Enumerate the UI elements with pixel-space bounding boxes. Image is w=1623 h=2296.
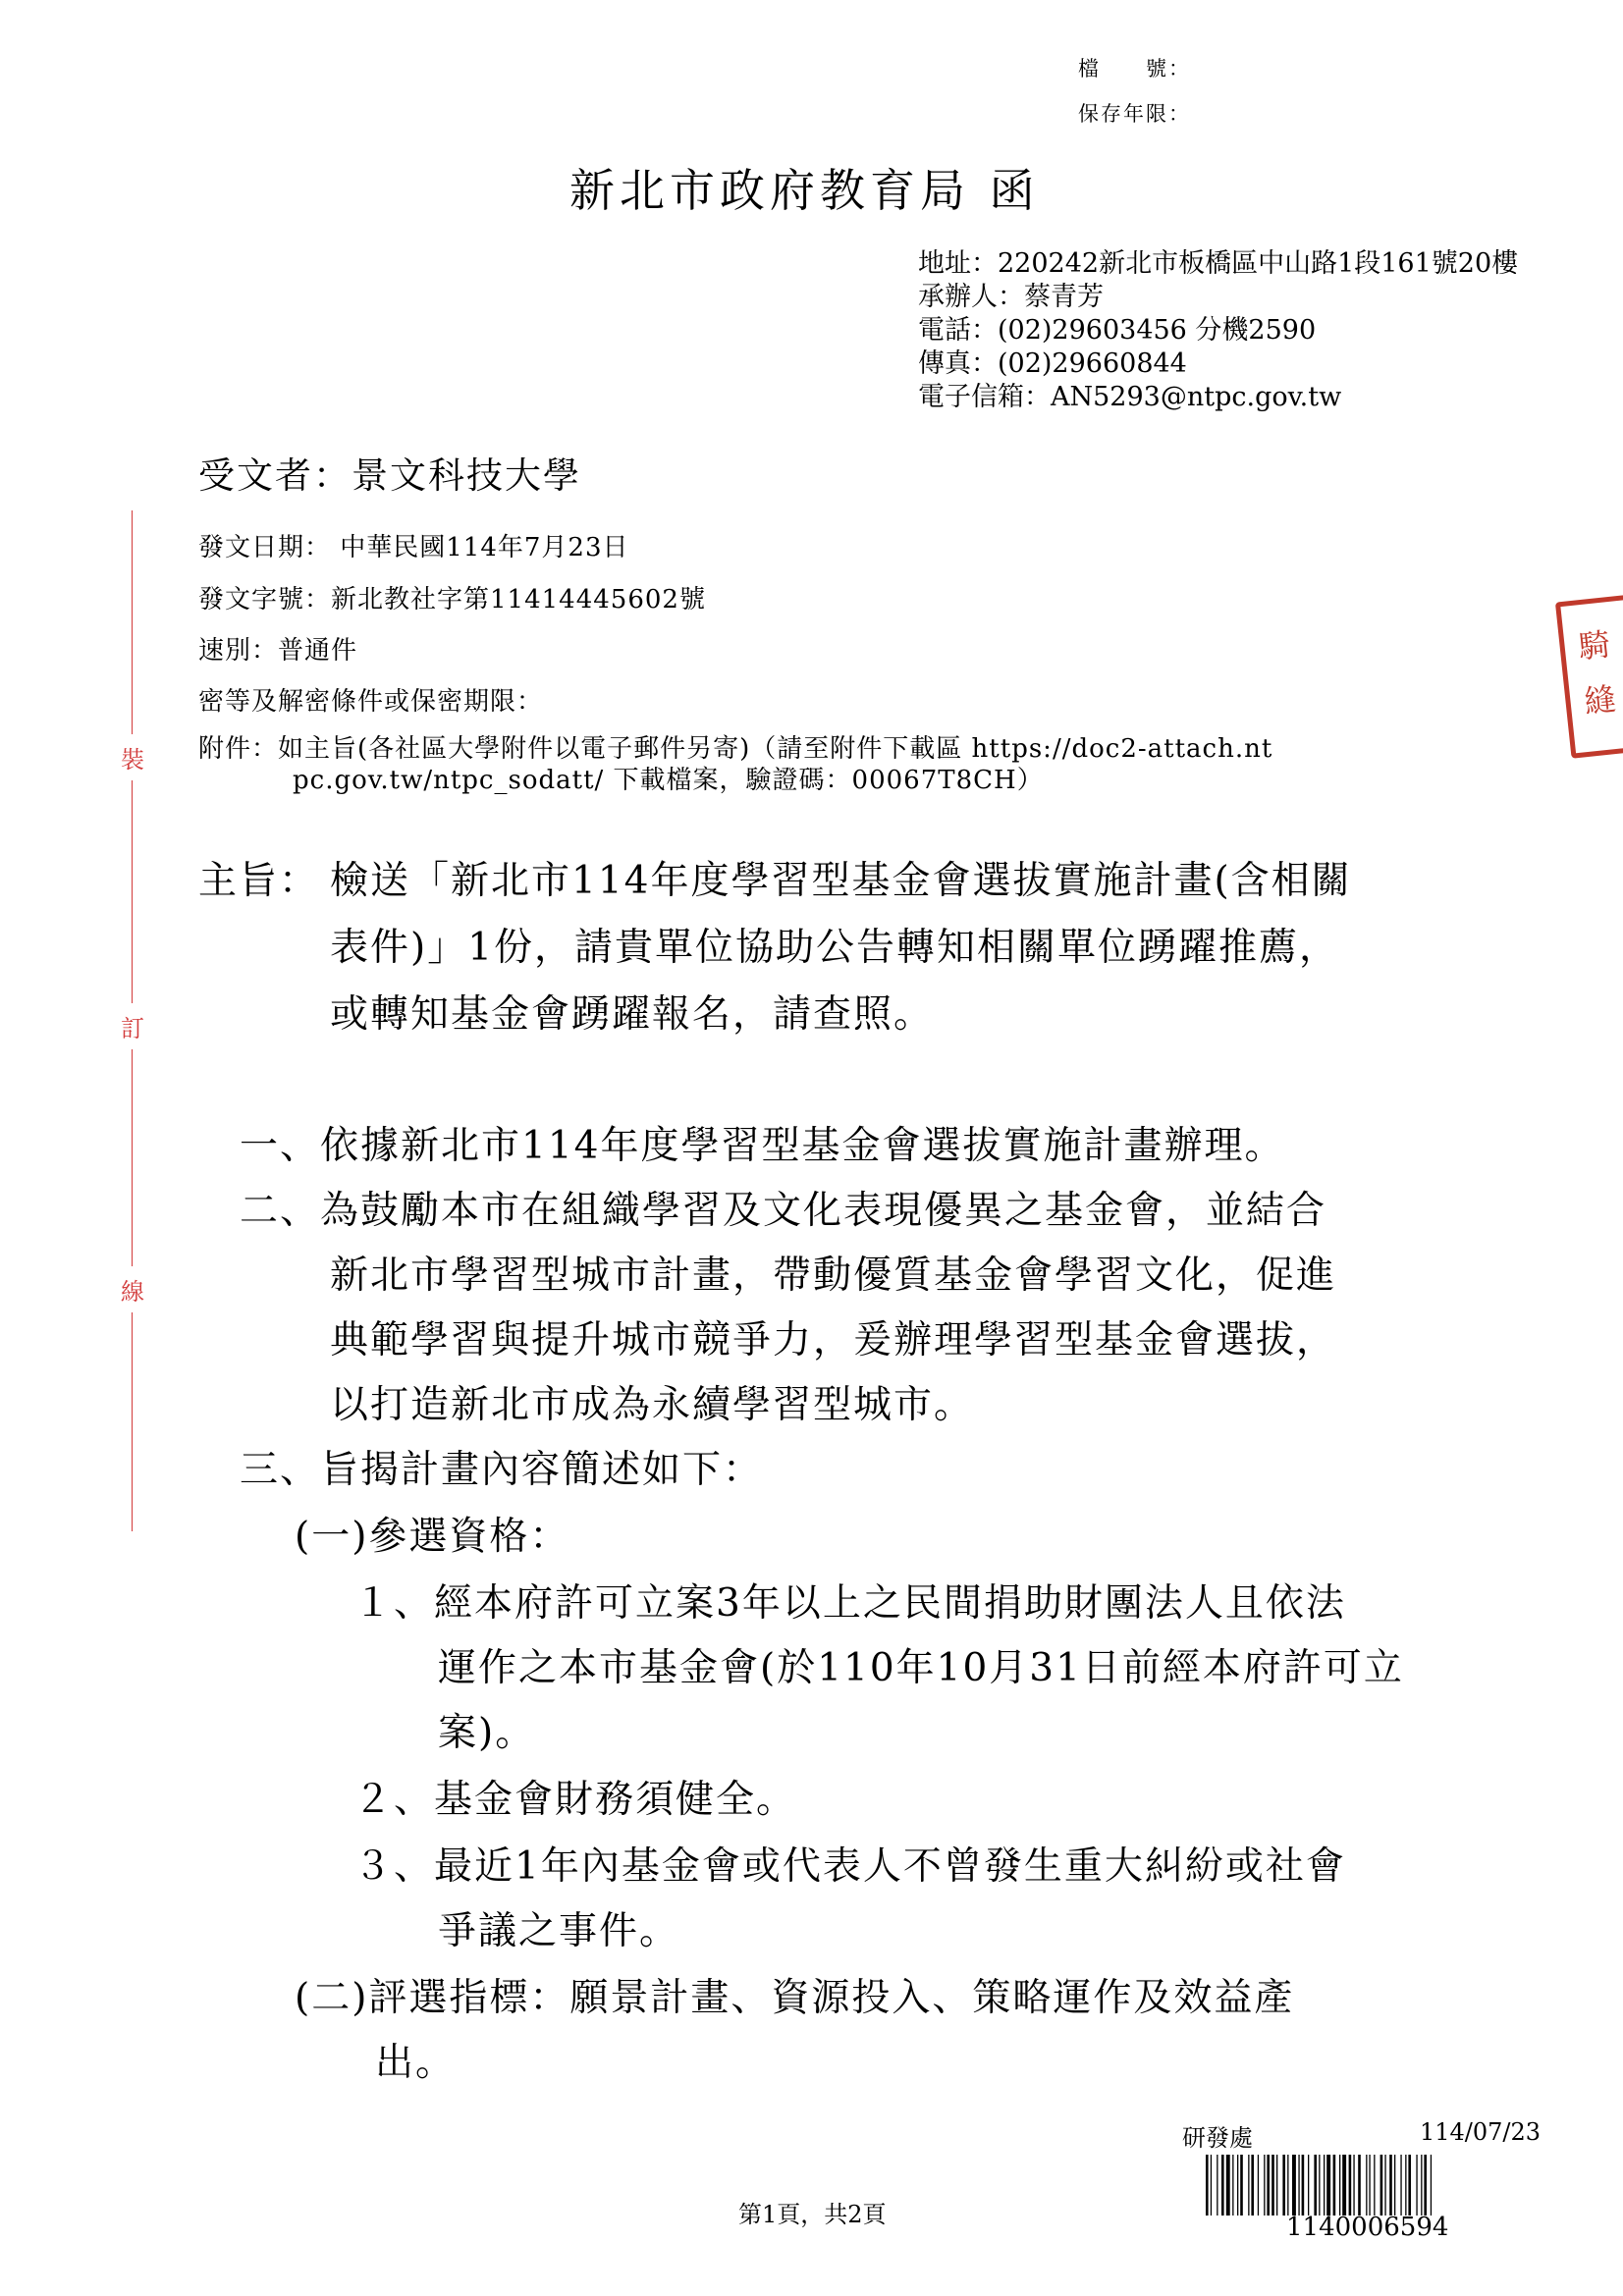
explanation-item-2-line-1: 二、為鼓勵本市在組織學習及文化表現優異之基金會，並結合 — [240, 1189, 1327, 1233]
qualification-1-line-3: 案)。 — [438, 1711, 536, 1755]
subject-label: 主旨： — [198, 859, 320, 903]
contact-handler: 承辦人：蔡青芳 — [918, 282, 1104, 312]
subject-line-1: 檢送「新北市114年度學習型基金會選拔實施計畫(含相關 — [330, 859, 1352, 903]
binding-char-2: 訂 — [120, 1003, 145, 1049]
document-number: 發文字號：新北教社字第11414445602號 — [198, 585, 706, 614]
sub-section-2-line-1: (二)評選指標：願景計畫、資源投入、策略運作及效益產 — [295, 1976, 1295, 2020]
seal-char-1: 騎 — [1576, 625, 1612, 667]
footer-date: 114/07/23 — [1420, 2118, 1542, 2146]
seal-char-2: 縫 — [1582, 679, 1618, 721]
contact-email: 電子信箱：AN5293@ntpc.gov.tw — [918, 382, 1342, 412]
subject-line-2: 表件)」1份，請貴單位協助公告轉知相關單位踴躍推薦， — [330, 926, 1340, 970]
recipient: 受文者：景文科技大學 — [198, 454, 581, 497]
barcode — [1206, 2155, 1540, 2216]
explanation-item-3: 三、旨揭計畫內容簡述如下： — [240, 1448, 764, 1492]
attachment-line-1: 附件：如主旨(各社區大學附件以電子郵件另寄)（請至附件下載區 https://doc2-attach.nt — [198, 734, 1273, 764]
attachment-line-2: pc.gov.tw/ntpc_sodatt/ 下載檔案，驗證碼：00067T8CH） — [293, 766, 1044, 795]
qualification-2: ２、基金會財務須健全。 — [353, 1778, 797, 1822]
contact-fax: 傳真：(02)29660844 — [918, 348, 1187, 379]
explanation-item-2-line-3: 典範學習與提升城市競爭力，爰辦理學習型基金會選拔， — [330, 1318, 1337, 1362]
issue-date: 發文日期： 中華民國114年7月23日 — [198, 533, 629, 562]
binding-char-3: 線 — [120, 1266, 145, 1312]
footer-department: 研發處 — [1182, 2124, 1253, 2152]
sub-section-2-line-2: 出。 — [375, 2041, 457, 2085]
explanation-item-2-line-2: 新北市學習型城市計畫，帶動優質基金會學習文化，促進 — [330, 1254, 1337, 1298]
explanation-item-2-line-4: 以打造新北市成為永續學習型城市。 — [330, 1383, 975, 1427]
speed-class: 速別：普通件 — [198, 636, 358, 666]
retention-period-label: 保存年限： — [1078, 102, 1191, 126]
contact-address: 地址：220242新北市板橋區中山路1段161號20樓 — [918, 248, 1519, 279]
contact-phone: 電話：(02)29603456 分機2590 — [918, 315, 1317, 346]
page-number: 第1頁，共2頁 — [738, 2201, 887, 2228]
file-number-label: 檔 號： — [1078, 57, 1191, 80]
barcode-number: 1140006594 — [1286, 2213, 1449, 2242]
explanation-item-1: 一、依據新北市114年度學習型基金會選拔實施計畫辦理。 — [240, 1124, 1285, 1168]
subject-line-3: 或轉知基金會踴躍報名，請查照。 — [330, 992, 935, 1037]
qualification-1-line-1: １、經本府許可立案3年以上之民間捐助財團法人且依法 — [353, 1581, 1346, 1626]
sub-section-1-title: (一)參選資格： — [295, 1515, 570, 1559]
qualification-3-line-2: 爭議之事件。 — [438, 1909, 680, 1953]
qualification-3-line-1: ３、最近1年內基金會或代表人不曾發生重大糾紛或社會 — [353, 1844, 1346, 1889]
seam-seal — [1555, 592, 1623, 759]
document-title: 新北市政府教育局 函 — [569, 164, 1040, 217]
qualification-1-line-2: 運作之本市基金會(於110年10月31日前經本府許可立 — [438, 1646, 1404, 1690]
contact-block — [918, 247, 1518, 414]
binding-char-1: 裝 — [120, 734, 145, 780]
secrecy-level: 密等及解密條件或保密期限： — [198, 687, 544, 717]
